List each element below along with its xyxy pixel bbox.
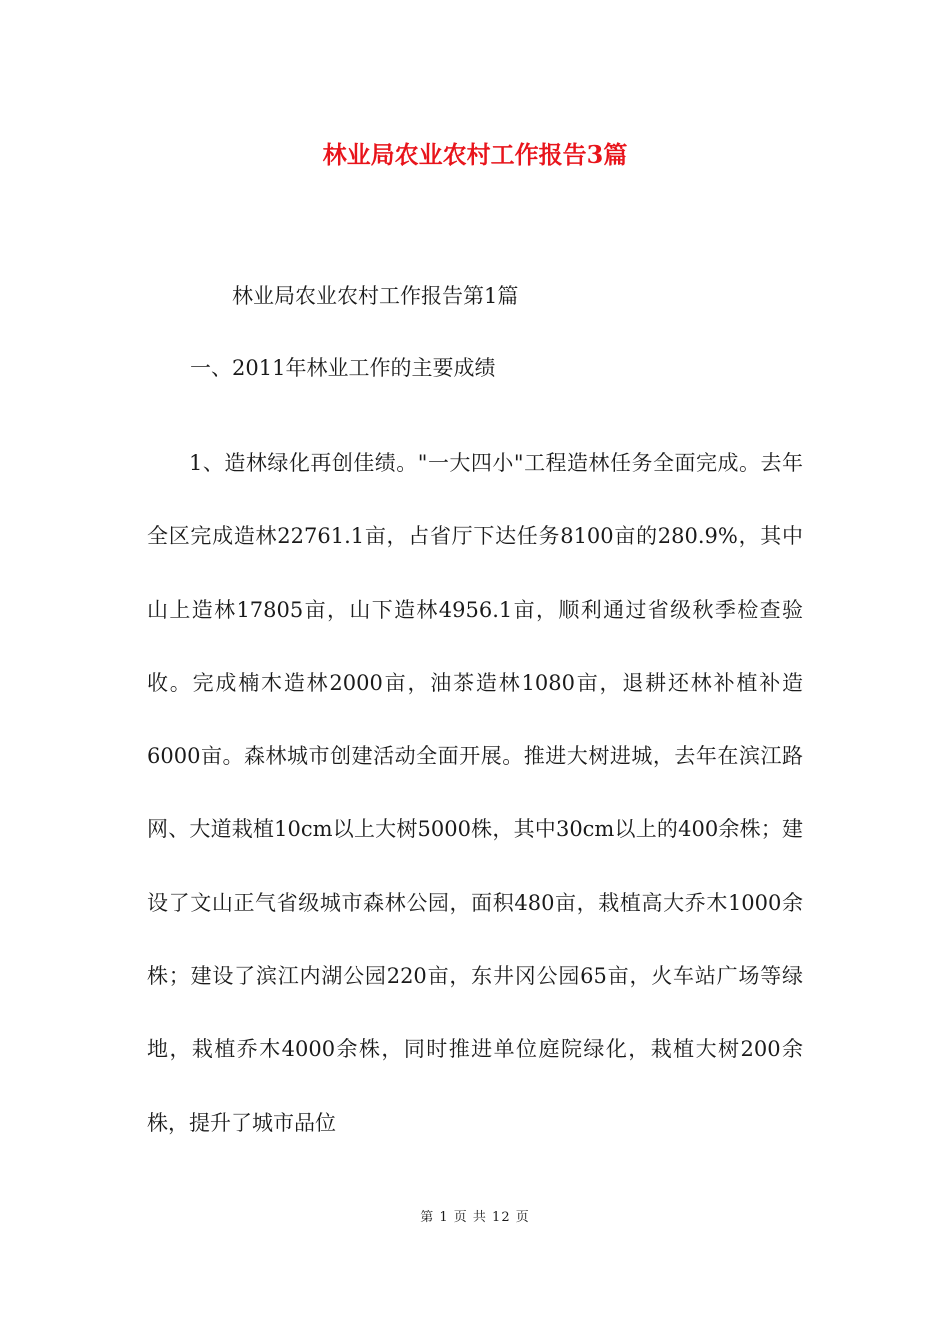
body-paragraph: 1、造林绿化再创佳绩。"一大四小"工程造林任务全面完成。去年全区完成造林22761.1亩，占省厅下达任务8100亩的280.9%，其中山上造林17805亩，山下造林4956.1亩，顺利通过省级秋季检查验收。完成楠木造林2000亩，油茶造林1080亩，退耕还林补植补造6000亩。森林城市创建活动全面开展。推进大树进城，去年在滨江路网、大道栽植10cm以上大树5000株，其中30cm以上的400余株；建设了文山正气省级城市森林公园，面积480亩，栽植高大乔木1000余株；建设了滨江内湖公园220亩，东井冈公园65亩，火车站广场等绿地，栽植乔木4000余株，同时推进单位庭院绿化，栽植大树200余株，提升了城市品位 xyxy=(147,451,803,1135)
section-heading: 一、2011年林业工作的主要成绩 xyxy=(190,356,496,380)
document-title: 林业局农业农村工作报告3篇 xyxy=(322,140,628,169)
page-footer: 第 1 页 共 12 页 xyxy=(420,1210,530,1225)
part-heading: 林业局农业农村工作报告第1篇 xyxy=(232,284,519,308)
